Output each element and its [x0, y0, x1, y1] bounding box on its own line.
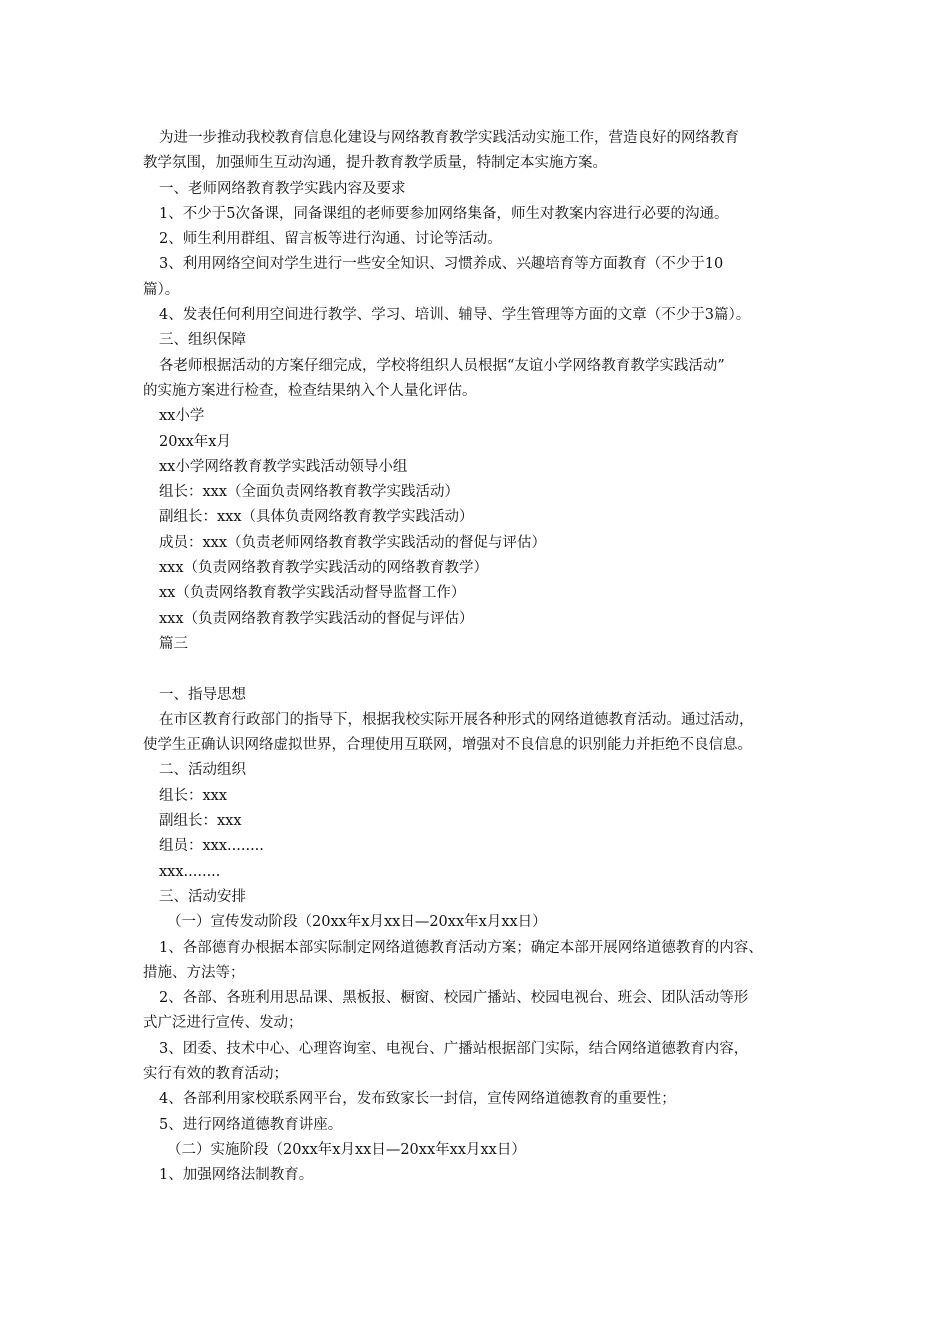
signature-school: xx小学 — [159, 408, 205, 425]
member-line: 组员：xxx........ — [159, 838, 264, 855]
list-item: 2、各部、各班利用思品课、黑板报、橱窗、校园广播站、校园电视台、班会、团队活动等形 — [159, 990, 749, 1007]
section-heading: 一、老师网络教育教学实践内容及要求 — [159, 180, 406, 197]
section-heading: 二、活动组织 — [159, 762, 246, 779]
list-item-continuation: 式广泛进行宣传、发动； — [143, 1015, 303, 1032]
member-line: 组长：xxx（全面负责网络教育教学实践活动） — [159, 484, 460, 501]
paragraph-line: 的实施方案进行检查，检查结果纳入个人量化评估。 — [143, 382, 477, 399]
paragraph-line: 各老师根据活动的方案仔细完成，学校将组织人员根据“友谊小学网络教育教学实践活动” — [159, 357, 725, 374]
list-item-continuation: 措施、方法等； — [143, 964, 245, 981]
paragraph-line: 使学生正确认识网络虚拟世界，合理使用互联网，增强对不良信息的识别能力并拒绝不良信息。 — [143, 737, 752, 754]
list-item: 4、发表任何利用空间进行教学、学习、培训、辅导、学生管理等方面的文章（不少于3篇）。 — [159, 307, 751, 324]
member-line: xxx（负责网络教育教学实践活动的督促与评估） — [159, 610, 474, 627]
member-line: 副组长：xxx — [159, 813, 242, 830]
paragraph-line: 教学氛围，加强师生互动沟通，提升教育教学质量，特制定本实施方案。 — [143, 155, 607, 172]
signature-date: 20xx年x月 — [159, 433, 231, 450]
member-line: 组长：xxx — [159, 787, 228, 804]
section-heading: 一、指导思想 — [159, 686, 246, 703]
paragraph-line: 在市区教育行政部门的指导下，根据我校实际开展各种形式的网络道德教育活动。通过活动， — [159, 711, 754, 728]
list-item: 3、团委、技术中心、心理咨询室、电视台、广播站根据部门实际，结合网络道德教育内容， — [159, 1040, 749, 1057]
list-item: 5、进行网络道德教育讲座。 — [159, 1116, 343, 1133]
list-item: 2、师生利用群组、留言板等进行沟通、讨论等活动。 — [159, 231, 502, 248]
member-line: xxx（负责网络教育教学实践活动的网络教育教学） — [159, 560, 489, 577]
paragraph-line: 为进一步推动我校教育信息化建设与网络教育教学实践活动实施工作，营造良好的网络教育 — [159, 130, 739, 146]
document-body — [143, 126, 823, 1188]
list-item: 1、各部德育办根据本部实际制定网络道德教育活动方案；确定本部开展网络道德教育的内容、 — [159, 939, 763, 956]
stage-heading: （二）实施阶段（20xx年x月xx日—20xx年xx月xx日） — [167, 1141, 526, 1158]
list-item: 1、加强网络法制教育。 — [159, 1167, 314, 1184]
stage-heading: （一）宣传发动阶段（20xx年x月xx日—20xx年x月xx日） — [167, 914, 547, 931]
list-item: 1、不少于5次备课，同备课组的老师要参加网络集备，师生对教案内容进行必要的沟通。 — [159, 205, 729, 222]
list-item: 3、利用网络空间对学生进行一些安全知识、习惯养成、兴趣培育等方面教育（不少于10 — [159, 256, 724, 273]
member-line: xxx........ — [159, 863, 221, 880]
part-title: 篇三 — [159, 635, 188, 652]
list-item: 4、各部利用家校联系网平台，发布致家长一封信，宣传网络道德教育的重要性； — [159, 1091, 676, 1108]
member-line: 副组长：xxx（具体负责网络教育教学实践活动） — [159, 509, 474, 526]
section-heading: 三、组织保障 — [159, 332, 246, 349]
member-line: xx（负责网络教育教学实践活动督导监督工作） — [159, 585, 466, 602]
group-title: xx小学网络教育教学实践活动领导小组 — [159, 458, 408, 475]
list-item-continuation: 篇）。 — [143, 281, 180, 298]
section-heading: 三、活动安排 — [159, 888, 246, 905]
member-line: 成员：xxx（负责老师网络教育教学实践活动的督促与评估） — [159, 534, 547, 551]
list-item-continuation: 实行有效的教育活动； — [143, 1065, 288, 1082]
blank-line — [143, 657, 823, 682]
